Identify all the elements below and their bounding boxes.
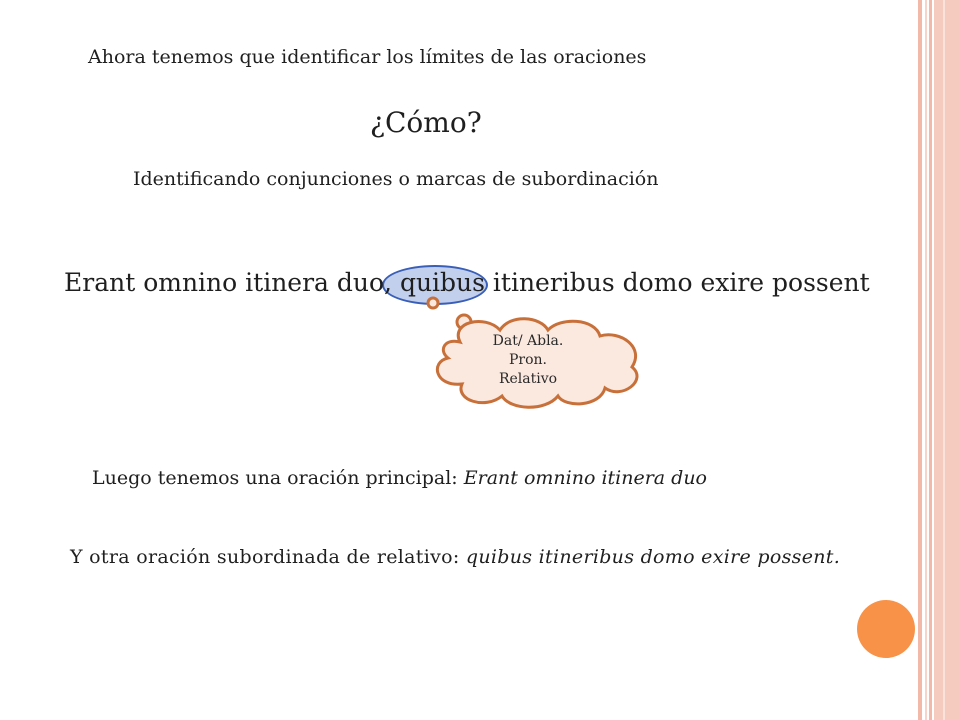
cloud-label: [472, 332, 584, 389]
subordinate-clause-line: [70, 544, 850, 571]
thought-dot-small: [428, 298, 438, 308]
border-stripe: [918, 0, 922, 720]
cloud-label-line: Dat/ Abla.: [492, 333, 564, 349]
cloud-label-line: Relativo: [498, 371, 558, 387]
latin-sentence: Erant omnino itinera duo, quibus itineribus domo exire possent: [64, 268, 870, 297]
border-stripe: [943, 0, 945, 720]
orange-circle-decoration: [857, 600, 915, 658]
question-heading: ¿Cómo?: [370, 106, 482, 139]
principal-prefix: Luego tenemos una oración principal:: [92, 467, 464, 489]
cloud-label-line: Pron.: [508, 352, 547, 368]
border-stripe: [934, 0, 960, 720]
subordinate-prefix: Y otra oración subordinada de relativo:: [70, 546, 466, 568]
answer-line: Identificando conjunciones o marcas de subordinación: [133, 168, 659, 190]
intro-line: Ahora tenemos que identificar los límites de las oraciones: [88, 46, 647, 68]
principal-clause: Erant omnino itinera duo: [463, 467, 707, 489]
border-stripe: [929, 0, 932, 720]
subordinate-clause: quibus itineribus domo exire possent.: [465, 546, 841, 568]
border-stripe: [925, 0, 927, 720]
principal-clause-line: [92, 467, 707, 489]
